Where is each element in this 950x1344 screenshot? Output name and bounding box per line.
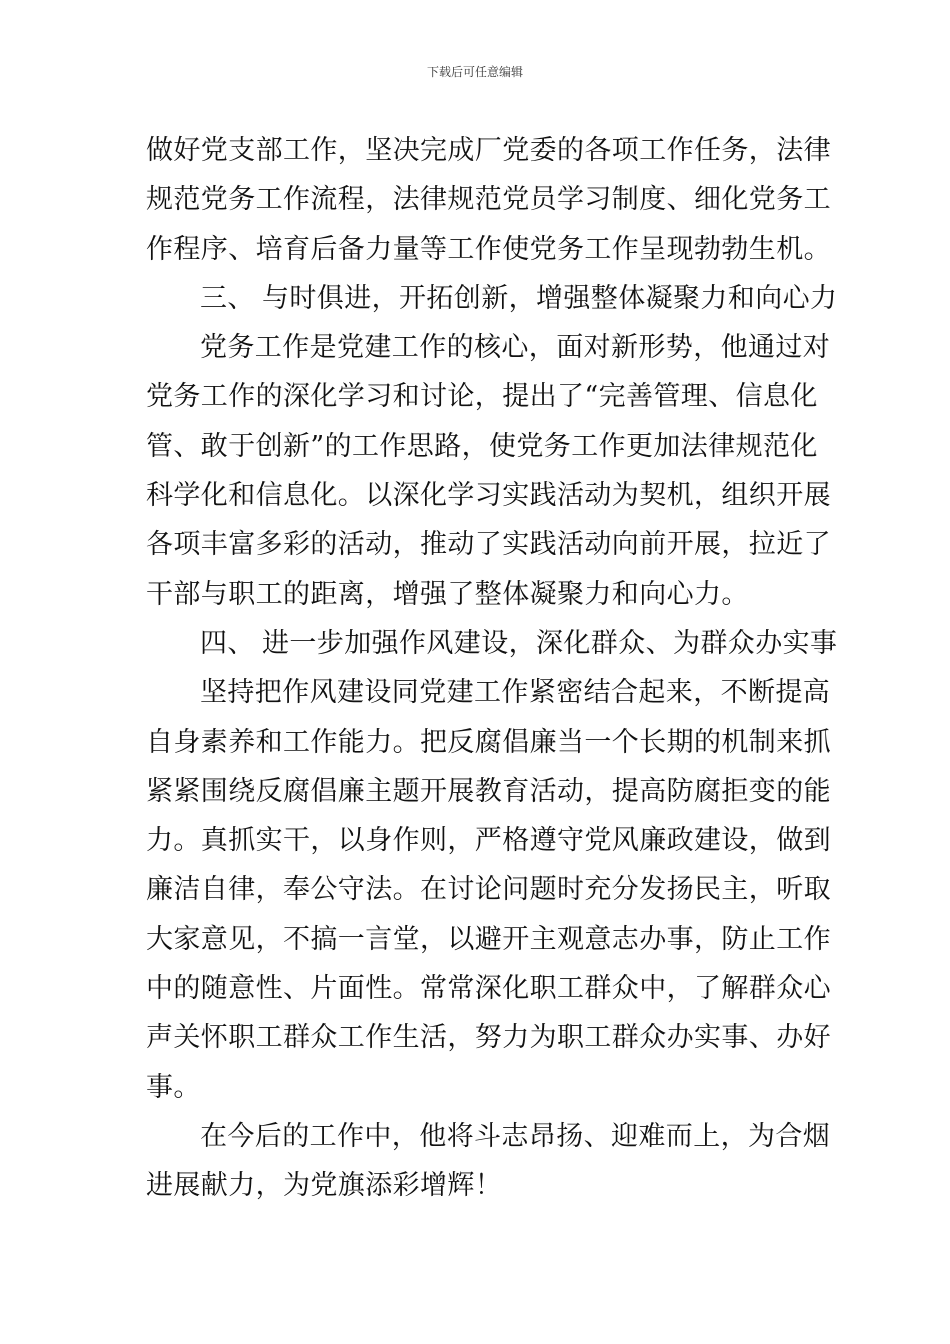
text-line: 科学化和信息化。以深化学习实践活动为契机，组织开展	[146, 480, 831, 512]
text-line: 声关怀职工群众工作生活，努力为职工群众办实事、办好	[146, 1022, 831, 1054]
text-line: 自身素养和工作能力。把反腐倡廉当一个长期的机制来抓	[146, 726, 831, 758]
text-line: 干部与职工的距离，增强了整体凝聚力和向心力。	[146, 578, 749, 610]
section-number: 三、	[200, 282, 255, 314]
text-line: 紧紧围绕反腐倡廉主题开展教育活动，提高防腐拒变的能	[146, 775, 831, 807]
text-line: 各项丰富多彩的活动，推动了实践活动向前开展，拉近了	[146, 529, 831, 561]
section-title: 与时俱进，开拓创新，增强整体凝聚力和向心力	[262, 282, 838, 314]
text-line: 党务工作是党建工作的核心，面对新形势，他通过对	[200, 332, 831, 364]
text-line: 作程序、培育后备力量等工作使党务工作呈现勃勃生机。	[146, 233, 831, 265]
text-line: 在今后的工作中，他将斗志昂扬、迎难而上，为合烟	[200, 1120, 831, 1152]
section-heading-4	[146, 619, 838, 668]
text-line: 力。真抓实干，以身作则，严格遵守党风廉政建设，做到	[146, 825, 831, 857]
text-line: 党务工作的深化学习和讨论，提出了“完善管理、信息化	[146, 381, 818, 413]
text-line: 事。	[146, 1071, 201, 1103]
text-line: 大家意见，不搞一言堂，以避开主观意志办事，防止工作	[146, 923, 831, 955]
text-line: 规范党务工作流程，法律规范党员学习制度、细化党务工	[146, 184, 831, 216]
text-line: 坚持把作风建设同党建工作紧密结合起来，不断提高	[200, 677, 831, 709]
section-title: 进一步加强作风建设，深化群众、为群众办实事	[262, 627, 838, 659]
document-body	[146, 126, 838, 1211]
section-number: 四、	[200, 627, 255, 659]
text-line: 做好党支部工作，坚决完成厂党委的各项工作任务，法律	[146, 135, 831, 166]
text-line: 中的随意性、片面性。常常深化职工群众中，了解群众心	[146, 973, 831, 1005]
section-heading-3	[146, 274, 838, 323]
text-line: 进展献力，为党旗添彩增辉！	[146, 1170, 503, 1202]
text-line: 管、敢于创新”的工作思路，使党务工作更加法律规范化	[146, 430, 818, 462]
text-line: 廉洁自律，奉公守法。在讨论问题时充分发扬民主，听取	[146, 874, 831, 906]
download-note: 下载后可任意编辑	[426, 65, 523, 79]
